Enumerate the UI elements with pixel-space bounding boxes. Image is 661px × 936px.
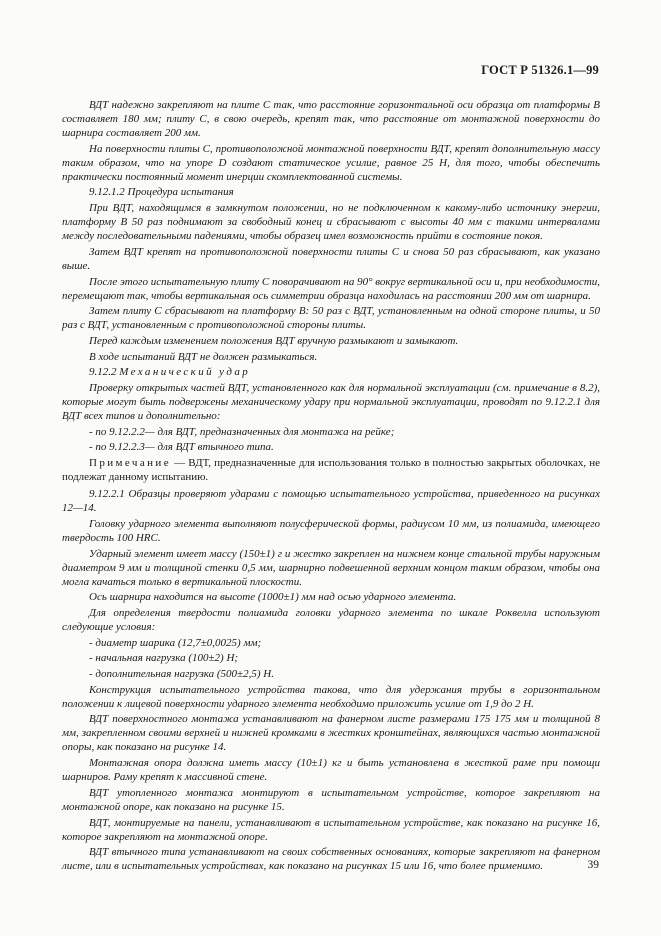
paragraph: Перед каждым изменением положения ВДТ вручную размыкают и замыкают.	[89, 334, 459, 347]
standard-code-header: ГОСТ Р 51326.1—99	[481, 63, 599, 77]
list-item: - диаметр шарика (12,7±0,0025) мм;	[89, 636, 262, 649]
paragraph: Затем плиту C сбрасывают на платформу B: 50 раз с ВДТ, установленным на одной стороне плиты, и 50 раз с ВДТ, установленным с противоположной стороны плиты.	[62, 305, 600, 332]
paragraph: На поверхности плиты C, противоположной монтажной поверхности ВДТ, крепят дополнительную массу таким образом, что на упоре D создают статическое усилие, равное 25 Н, для того, чтобы обеспечить практически постоянный момент инерции скомплектованной системы.	[62, 142, 600, 183]
paragraph: ВДТ утопленного монтажа монтируют в испытательном устройстве, которое закрепляют на монтажной опоре, как показано на рисунке 15.	[62, 786, 600, 813]
paragraph: ВДТ надежно закрепляют на плите C так, что расстояние горизонтальной оси образца от платформы B составляет 180 мм; плиту C, в свою очередь, крепят так, что расстояние от монтажной поверхности до шарнира составляет 200 мм.	[62, 99, 600, 140]
paragraph: После этого испытательную плиту C поворачивают на 90° вокруг вертикальной оси и, при необходимости, перемещают так, чтобы вертикальная ось симметрии образца находилась на расстоянии 200 мм от шарнира.	[62, 275, 601, 302]
paragraph: Конструкция испытательного устройства такова, что для удержания трубы в горизонтальном положении к лицевой поверхности ударного элемента необходимо приложить усилие от 1,9 до 2 Н.	[62, 683, 600, 710]
section-heading: 9.12.1.2 Процедура испытания	[89, 186, 234, 199]
paragraph: Проверку открытых частей ВДТ, установленного как для нормальной эксплуатации (см. примечание в 8.2), которые могут быть подвержены механическому удару при нормальной эксплуатации, проводят по 9.12.2.1 для ВДТ всех типов и дополнительно:	[62, 381, 600, 422]
list-item: - по 9.12.2.3— для ВДТ втычного типа.	[89, 441, 274, 454]
paragraph: Ось шарнира находится на высоте (1000±1) мм над осью ударного элемента.	[89, 591, 457, 604]
list-item: - дополнительная нагрузка (500±2,5) Н.	[89, 668, 274, 681]
page-number: 39	[587, 859, 599, 871]
body-text	[62, 98, 600, 875]
note-label: Примечание	[89, 457, 171, 470]
paragraph: Головку ударного элемента выполняют полусферической формы, радиусом 10 мм, из полиамида, имеющего твердость 100 HRC.	[62, 518, 600, 545]
paragraph: Ударный элемент имеет массу (150±1) г и жестко закреплен на нижнем конце стальной трубы наружным диаметром 9 мм и толщиной стенки 0,5 мм, шарнирно подвешенной верхним концом таким образом, чтобы она могла качаться только в вертикальной плоскости.	[62, 547, 600, 588]
subsection-number: 9.12.2	[89, 366, 117, 379]
subsection-heading	[62, 365, 600, 379]
list-item: - начальная нагрузка (100±2) Н;	[89, 652, 239, 665]
paragraph: ВДТ поверхностного монтажа устанавливают на фанерном листе размерами 175 175 мм и толщиной 8 мм, закрепленном своими верхней и нижней кромками в жестких кронштейнах, являющихся частью монтажной опоры, как показано на рисунке 14.	[62, 713, 600, 754]
paragraph: При ВДТ, находящимся в замкнутом положении, но не подключенном к какому-либо источнику энергии, платформу B 50 раз поднимают за свободный конец и сбрасывают с высоты 40 мм с такими интервалами между последовательными падениями, чтобы образец имел возможность прийти в состояние покоя.	[62, 202, 600, 243]
paragraph: Монтажная опора должна иметь массу (10±1) кг и быть установлена в жесткой раме при помощи шарниров. Раму крепят к массивной стене.	[62, 757, 600, 784]
paragraph: 9.12.2.1 Образцы проверяют ударами с помощью испытательного устройства, приведенного на рисунках 12—14.	[62, 488, 600, 515]
paragraph: Затем ВДТ крепят на противоположной поверхности плиты C и снова 50 раз сбрасывают, как указано выше.	[62, 245, 600, 272]
paragraph: ВДТ, монтируемые на панели, устанавливают в испытательном устройстве, как показано на рисунке 16, которое закрепляют на монтажной опоре.	[62, 816, 600, 843]
note	[62, 456, 600, 484]
list-item: - по 9.12.2.2— для ВДТ, предназначенных для монтажа на рейке;	[89, 425, 395, 438]
subsection-title: Механический удар	[119, 366, 251, 379]
note-text: — ВДТ, предназначенные для использования только в полностью закрытых оболочках, не подлежат данному испытанию.	[62, 457, 600, 484]
paragraph: Для определения твердости полиамида головки ударного элемента по шкале Роквелла используют следующие условия:	[62, 607, 600, 634]
paragraph: ВДТ втычного типа устанавливают на своих собственных основаниях, которые закрепляют на фанерном листе, или в испытательных устройствах, как показано на рисунках 15 или 16, что более применимо.	[62, 846, 600, 873]
paragraph: В ходе испытаний ВДТ не должен размыкаться.	[89, 350, 318, 363]
